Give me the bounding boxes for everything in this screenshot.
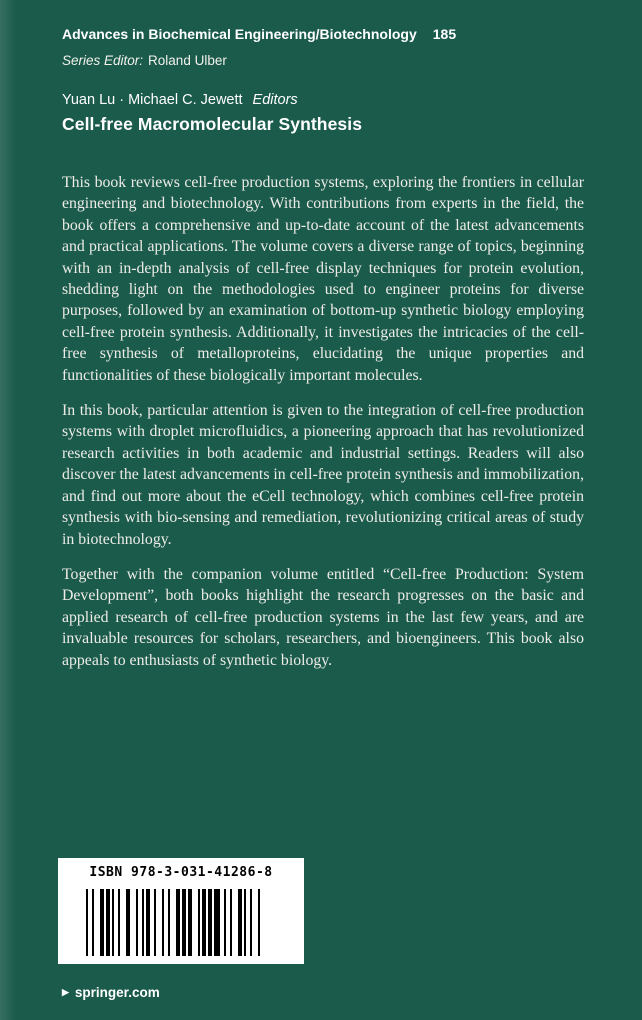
arrow-icon: ▶ — [62, 987, 69, 997]
book-title: Cell-free Macromolecular Synthesis — [62, 114, 363, 134]
cover-content — [62, 26, 584, 685]
series-editor-label: Series Editor: — [62, 53, 144, 68]
back-cover-blurb — [62, 172, 584, 671]
blurb-paragraph: In this book, particular attention is given to the integration of cell-free production systems with droplet microfluidics, a pioneering approach that has revolutionized research activities in both academic and industrial settings. Readers will also discover the latest advancements in cell-free protein synthesis and immobilization, and find out more about the eCell technology, which combines cell-free protein synthesis with bio-sensing and remediation, revolutionizing critical areas of study in biotechnology. — [62, 402, 585, 548]
series-title: Advances in Biochemical Engineering/Biotechnology — [62, 26, 417, 42]
series-volume: 185 — [432, 26, 457, 42]
publisher-site: springer.com — [74, 985, 160, 1000]
isbn-label: ISBN 978-3-031-41286-8 — [89, 865, 273, 880]
series-editor-name: Roland Ulber — [148, 53, 227, 68]
editors-names: Yuan Lu · Michael C. Jewett — [62, 92, 243, 108]
editors-label: Editors — [252, 92, 298, 108]
barcode-bars — [86, 889, 296, 956]
publisher-footer — [62, 985, 160, 1000]
isbn-barcode-block — [58, 858, 304, 964]
blurb-paragraph: This book reviews cell-free production systems, exploring the frontiers in cellular engineering and biotechnology. With contributions from experts in the field, the book offers a comprehensive and up-to-date account of the latest advancements and practical applications. The volume covers a diverse range of topics, beginning with an in-depth analysis of cell-free display techniques for protein evolution, shedding light on the methodologies used to engineer proteins for diverse purposes, followed by an examination of bottom-up synthetic biology employing cell-free protein synthesis. Additionally, it investigates the intricacies of the cell-free synthesis of metalloproteins, elucidating the unique properties and functionalities of these biologically important molecules. — [62, 174, 584, 384]
blurb-paragraph: Together with the companion volume entitled “Cell-free Production: System Development”, both books highlight the research progresses on the basic and applied research of cell-free production systems in the last few years, and are invaluable resources for scholars, researchers, and bioengineers. This book also appeals to enthusiasts of synthetic biology. — [62, 565, 584, 669]
editors-line — [62, 92, 584, 108]
series-title-line — [62, 26, 584, 42]
series-editor-line — [62, 53, 584, 68]
